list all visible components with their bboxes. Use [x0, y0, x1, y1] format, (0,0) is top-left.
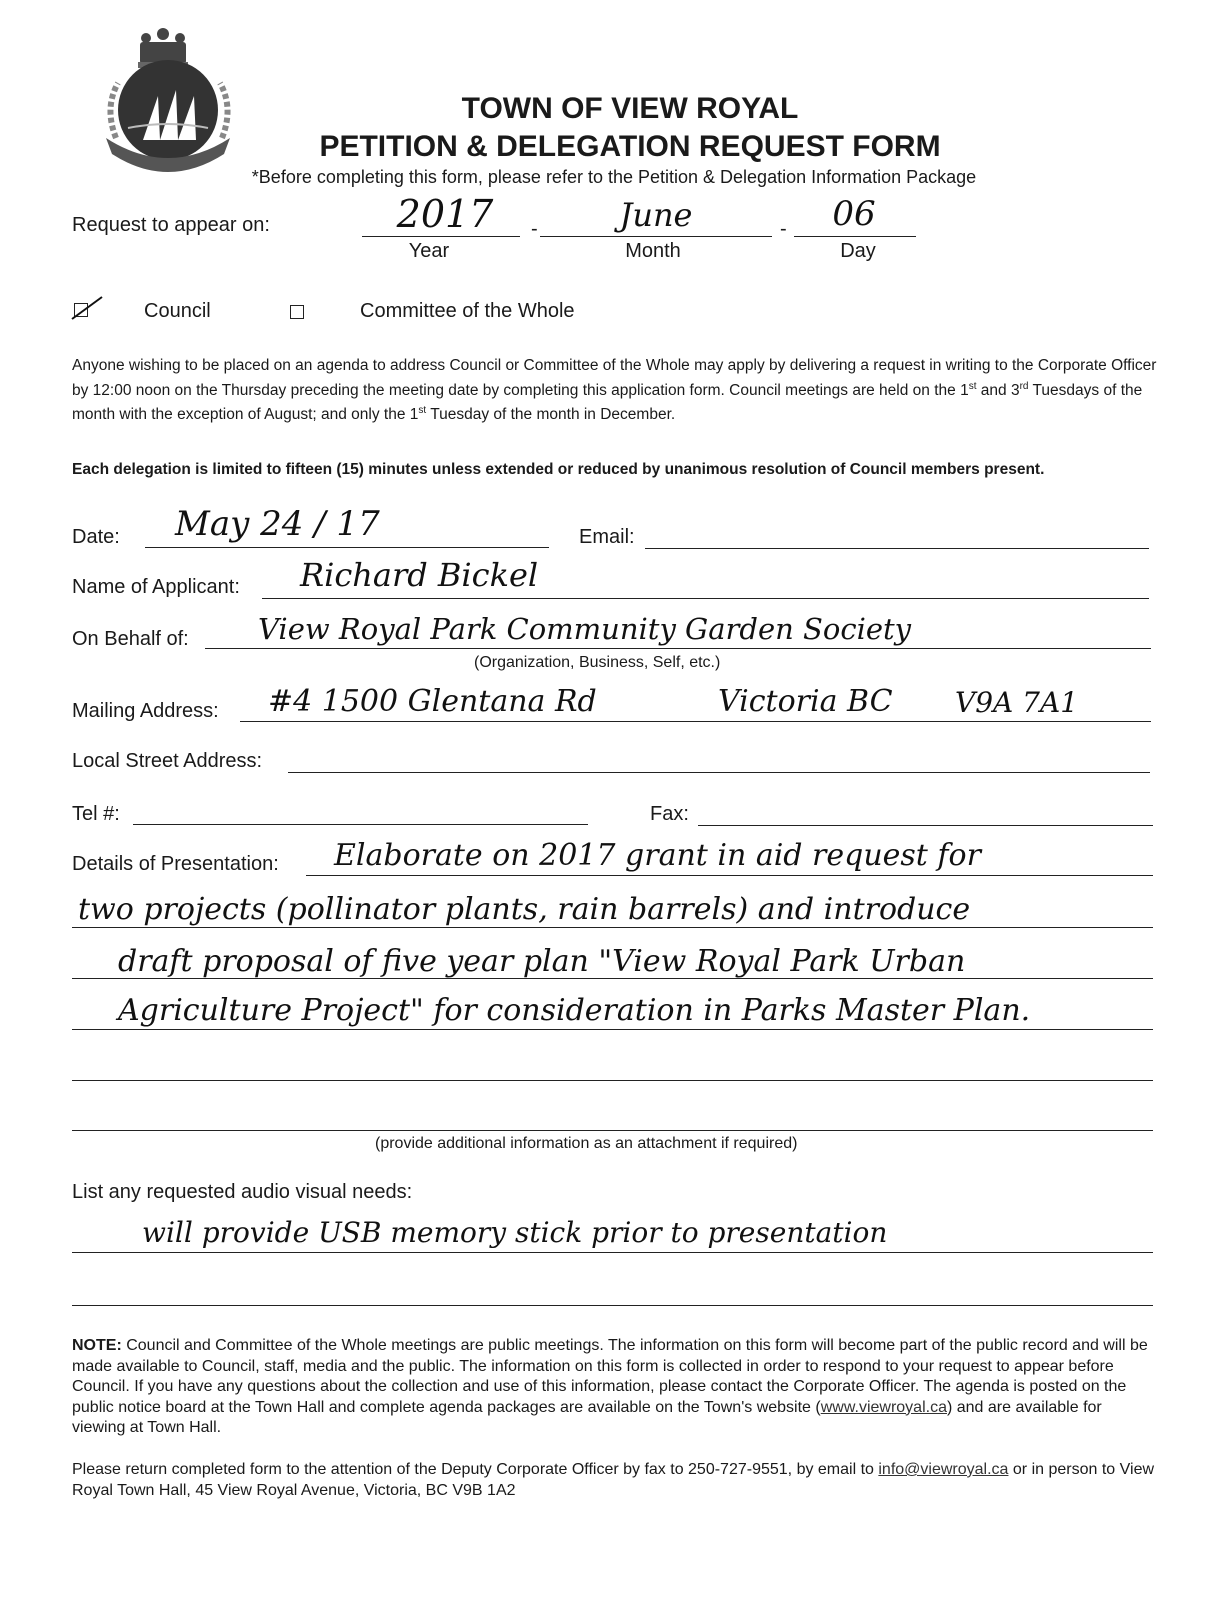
- fax-line: [698, 825, 1153, 826]
- presentation-details-label: Details of Presentation:: [72, 853, 279, 875]
- month-day-dash: -: [780, 218, 787, 240]
- return-instructions: Please return completed form to the attention of the Deputy Corporate Officer by fax to 250-727-9551, by email to info@viewroyal.ca or in person to View Royal Town Hall, 45 View Royal Avenue, Victoria, BC V9B 1A2: [72, 1461, 1155, 1499]
- request-date-label: Request to appear on:: [72, 214, 270, 236]
- month-caption: Month: [625, 240, 681, 262]
- email-line: [645, 548, 1149, 549]
- agenda-instructions-paragraph: Anyone wishing to be placed on an agenda to address Council or Committee of the Whole may apply by delivering a request in writing to the Corporate Officer by 12:00 noon on the Thursday preceding the meeting date by completing this application form. Council meetings are held on the 1st and 3rd Tuesdays of the month with the exception of August; and only the 1st Tuesday of the month in December.: [72, 357, 1157, 424]
- appear-year-value[interactable]: 2017: [396, 192, 494, 236]
- appear-month-value[interactable]: June: [619, 196, 693, 234]
- day-caption: Day: [840, 240, 876, 262]
- email-label: Email:: [579, 526, 635, 548]
- appear-year-line: [362, 236, 520, 237]
- mailing-street-value[interactable]: #4 1500 Glentana Rd: [268, 684, 597, 719]
- form-instruction-note: *Before completing this form, please refer to the Petition & Delegation Information Package: [251, 167, 977, 187]
- on-behalf-line: [205, 648, 1151, 649]
- mailing-postal-value[interactable]: V9A 7A1: [955, 686, 1079, 719]
- date-line: [145, 547, 549, 548]
- mailing-address-line: [240, 721, 1151, 722]
- av-needs-line-1[interactable]: will provide USB memory stick prior to presentation: [142, 1216, 888, 1249]
- committee-of-whole-checkbox[interactable]: [290, 305, 304, 324]
- mailing-address-label: Mailing Address:: [72, 700, 219, 722]
- appear-day-value[interactable]: 06: [832, 194, 876, 234]
- privacy-note: NOTE: Council and Committee of the Whole meetings are public meetings. The information on this form will become part of the public record and will be made available to Council, staff, media and the public. The information on this form is collected in order to respond to your request to appear before Council. If you have any questions about the collection and use of this information, please contact the Corporate Officer. The agenda is posted on the public notice board at the Town Hall and complete agenda packages are available on the Town's website (www.viewroyal.ca) and are available for viewing at Town Hall.: [72, 1337, 1148, 1436]
- presentation-line-4[interactable]: Agriculture Project" for consideration in Parks Master Plan.: [118, 993, 1031, 1028]
- presentation-rule-3: [72, 978, 1153, 979]
- applicant-name-value[interactable]: Richard Bickel: [300, 556, 539, 594]
- av-needs-rule-2: [72, 1305, 1153, 1306]
- on-behalf-value[interactable]: View Royal Park Community Garden Society: [258, 612, 912, 646]
- form-title-line2: PETITION & DELEGATION REQUEST FORM: [319, 130, 941, 163]
- email-link[interactable]: info@viewroyal.ca: [878, 1461, 1009, 1478]
- applicant-name-label: Name of Applicant:: [72, 576, 240, 598]
- date-value[interactable]: May 24 / 17: [175, 504, 380, 544]
- tel-line: [133, 824, 588, 825]
- delegation-time-limit: Each delegation is limited to fifteen (15) minutes unless extended or reduced by unanimous resolution of Council members present.: [72, 461, 1045, 478]
- local-address-label: Local Street Address:: [72, 750, 263, 772]
- year-caption: Year: [408, 240, 450, 262]
- check-mark-icon: [68, 293, 108, 323]
- appear-month-line: [540, 236, 772, 237]
- mailing-city-value[interactable]: Victoria BC: [718, 684, 893, 719]
- form-title-line1: TOWN OF VIEW ROYAL: [461, 92, 799, 125]
- presentation-rule-5: [72, 1080, 1153, 1081]
- tel-label: Tel #:: [72, 803, 120, 825]
- council-label: Council: [144, 300, 211, 322]
- on-behalf-hint: (Organization, Business, Self, etc.): [474, 654, 721, 671]
- applicant-name-line: [262, 598, 1149, 599]
- presentation-rule-2: [72, 927, 1153, 928]
- appear-day-line: [794, 236, 916, 237]
- presentation-line-2[interactable]: two projects (pollinator plants, rain barrels) and introduce: [78, 892, 971, 927]
- presentation-rule-6: [72, 1130, 1153, 1131]
- year-month-dash: -: [531, 218, 538, 240]
- av-needs-rule-1: [72, 1252, 1153, 1253]
- presentation-rule-4: [72, 1029, 1153, 1030]
- local-address-line: [288, 772, 1150, 773]
- presentation-attachment-hint: (provide additional information as an attachment if required): [375, 1135, 798, 1152]
- av-needs-label: List any requested audio visual needs:: [72, 1181, 413, 1203]
- fax-label: Fax:: [650, 803, 689, 825]
- council-checkbox[interactable]: [74, 303, 88, 322]
- presentation-line-1[interactable]: Elaborate on 2017 grant in aid request for: [334, 838, 981, 873]
- committee-of-whole-label: Committee of the Whole: [360, 300, 575, 322]
- website-link[interactable]: www.viewroyal.ca: [820, 1398, 947, 1416]
- presentation-rule-1: [306, 875, 1153, 876]
- presentation-line-3[interactable]: draft proposal of five year plan "View Royal Park Urban: [118, 944, 966, 979]
- date-label: Date:: [72, 526, 120, 548]
- on-behalf-label: On Behalf of:: [72, 628, 189, 650]
